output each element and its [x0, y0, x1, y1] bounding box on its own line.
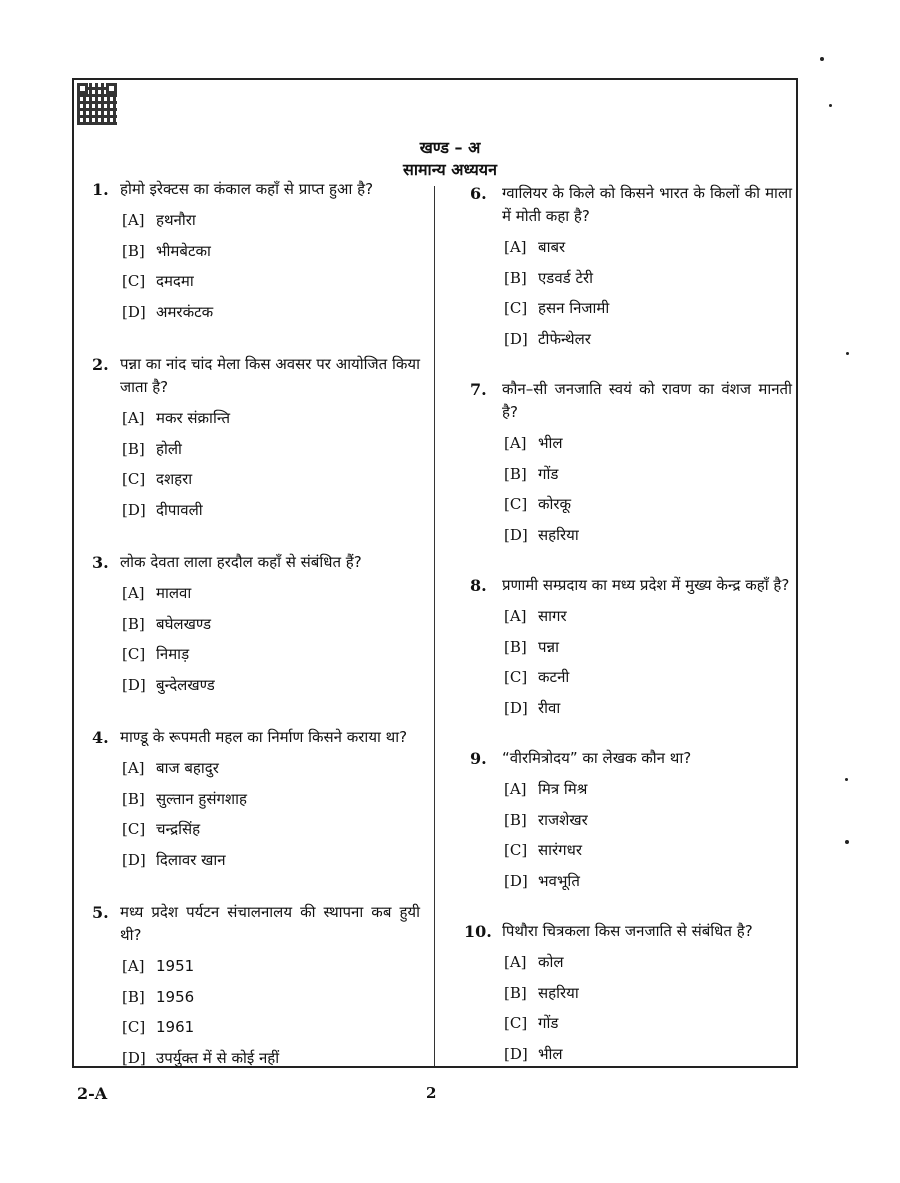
option-b: [122, 240, 420, 271]
option-label: [C]: [504, 495, 528, 513]
option-a: [504, 951, 792, 982]
option-text: कटनी: [538, 668, 570, 686]
option-b: [504, 809, 792, 840]
option-label: [B]: [122, 789, 145, 808]
question-10: [464, 920, 792, 1073]
option-text: भवभूति: [538, 871, 580, 890]
option-b: [122, 613, 420, 644]
option-text: होली: [156, 439, 182, 458]
option-d: [122, 1047, 420, 1078]
option-d: [122, 674, 420, 705]
option-d: [122, 499, 420, 530]
option-a: [122, 209, 420, 240]
option-label: [B]: [122, 439, 145, 458]
option-label: [D]: [122, 850, 146, 869]
option-text: मित्र मिश्र: [538, 780, 588, 798]
option-text: बुन्देलखण्ड: [156, 675, 215, 694]
option-label: [A]: [504, 434, 527, 452]
option-b: [122, 438, 420, 469]
option-label: [B]: [122, 241, 145, 260]
question-3: [92, 551, 420, 704]
option-text: सहरिया: [538, 983, 579, 1002]
column-divider: [434, 186, 435, 1066]
page-number: 2: [426, 1084, 437, 1102]
option-label: [A]: [122, 409, 145, 427]
section-subtitle: सामान्य अध्ययन: [403, 160, 497, 179]
option-text: 1956: [156, 987, 195, 1006]
option-list: [120, 955, 420, 1077]
option-text: बाज बहादुर: [156, 759, 219, 777]
option-label: [B]: [504, 983, 527, 1002]
option-text: सहरिया: [538, 525, 579, 544]
option-label: [C]: [122, 645, 146, 663]
option-a: [504, 605, 792, 636]
option-list: [502, 605, 792, 727]
option-d: [122, 301, 420, 332]
question-text: पन्ना का नांद चांद मेला किस अवसर पर आयोजित किया जाता है?: [120, 355, 420, 396]
option-label: [D]: [122, 500, 146, 519]
option-label: [B]: [504, 637, 527, 656]
option-text: टीफेन्थेलर: [538, 329, 591, 348]
option-list: [502, 778, 792, 900]
option-label: [D]: [122, 675, 146, 694]
question-7: [470, 378, 792, 554]
question-text: माण्डू के रूपमती महल का निर्माण किसने कराया था?: [120, 728, 408, 746]
question-text: पिथौरा चित्रकला किस जनजाति से संबंधित है?: [502, 922, 753, 940]
option-text: भील: [538, 1044, 563, 1063]
question-number: 7.: [470, 380, 487, 399]
option-text: पन्ना: [538, 637, 559, 656]
option-d: [504, 870, 792, 901]
scan-speck: [846, 352, 849, 355]
option-label: [A]: [504, 238, 527, 256]
option-label: [C]: [122, 820, 146, 838]
option-a: [504, 432, 792, 463]
option-label: [D]: [504, 698, 528, 717]
option-label: [D]: [122, 302, 146, 321]
question-text: होमो इरेक्टस का कंकाल कहाँ से प्राप्त हुआ है?: [120, 180, 374, 198]
question-2: [92, 353, 420, 529]
option-label: [C]: [504, 668, 528, 686]
question-number: 1.: [92, 180, 109, 199]
scan-speck: [820, 57, 824, 61]
question-number: 2.: [92, 355, 109, 374]
option-text: बाबर: [538, 238, 566, 256]
option-text: भीमबेटका: [156, 241, 211, 260]
option-text: अमरकंटक: [156, 302, 214, 321]
option-b: [504, 463, 792, 494]
option-label: [C]: [122, 1018, 146, 1036]
option-text: बघेलखण्ड: [156, 614, 212, 633]
scan-speck: [845, 840, 849, 844]
question-6: [470, 182, 792, 358]
option-text: दमदमा: [156, 272, 194, 290]
question-text: “वीरमित्रोदय” का लेखक कौन था?: [502, 749, 692, 767]
option-text: दीपावली: [156, 500, 203, 519]
option-d: [504, 697, 792, 728]
question-4: [92, 726, 420, 879]
question-number: 10.: [464, 922, 492, 941]
option-label: [A]: [122, 584, 145, 602]
right-column: [464, 178, 792, 1073]
option-text: गोंड: [538, 1014, 559, 1032]
option-label: [A]: [504, 780, 527, 798]
option-text: 1951: [156, 957, 195, 975]
option-list: [502, 236, 792, 358]
option-text: एडवर्ड टेरी: [538, 268, 594, 287]
scan-speck: [829, 104, 832, 107]
option-label: [B]: [122, 614, 145, 633]
option-b: [122, 986, 420, 1017]
option-text: सागर: [538, 607, 567, 625]
option-list: [502, 432, 792, 554]
option-label: [A]: [122, 957, 145, 975]
booklet-code: 2-A: [77, 1084, 108, 1103]
option-text: गोंड: [538, 464, 559, 483]
option-text: उपर्युक्त में से कोई नहीं: [156, 1048, 280, 1067]
option-text: निमाड़: [156, 645, 190, 663]
question-text: लोक देवता लाला हरदौल कहाँ से संबंधित हैं?: [120, 553, 362, 571]
option-text: हथनौरा: [156, 211, 196, 229]
option-list: [120, 757, 420, 879]
option-a: [122, 955, 420, 986]
option-d: [122, 849, 420, 880]
option-b: [122, 788, 420, 819]
option-text: कोल: [538, 953, 564, 971]
option-text: सुल्तान हुसंगशाह: [156, 789, 247, 808]
option-d: [504, 1043, 792, 1074]
option-c: [504, 666, 792, 697]
option-list: [502, 951, 792, 1073]
option-label: [D]: [504, 525, 528, 544]
option-label: [C]: [504, 841, 528, 859]
option-label: [D]: [504, 329, 528, 348]
option-label: [B]: [504, 268, 527, 287]
option-a: [122, 407, 420, 438]
option-text: सारंगधर: [538, 841, 582, 859]
question-8: [470, 574, 792, 727]
scan-speck: [845, 778, 848, 781]
option-label: [A]: [504, 607, 527, 625]
option-c: [122, 270, 420, 301]
option-c: [122, 643, 420, 674]
option-c: [504, 1012, 792, 1043]
question-number: 4.: [92, 728, 109, 747]
option-label: [D]: [504, 871, 528, 890]
option-text: कोरकू: [538, 495, 572, 513]
option-text: मालवा: [156, 584, 192, 602]
option-c: [504, 839, 792, 870]
option-a: [504, 778, 792, 809]
option-d: [504, 524, 792, 555]
question-number: 5.: [92, 903, 109, 922]
question-1: [92, 178, 420, 331]
option-text: चन्द्रसिंह: [156, 820, 201, 838]
question-number: 8.: [470, 576, 487, 595]
option-c: [122, 468, 420, 499]
option-label: [B]: [122, 987, 145, 1006]
question-5: [92, 901, 420, 1077]
option-label: [A]: [122, 759, 145, 777]
question-number: 9.: [470, 749, 487, 768]
option-c: [122, 818, 420, 849]
option-label: [A]: [122, 211, 145, 229]
option-d: [504, 328, 792, 359]
option-list: [120, 209, 420, 331]
option-text: राजशेखर: [538, 810, 588, 829]
option-b: [504, 267, 792, 298]
option-text: रीवा: [538, 698, 561, 717]
question-text: मध्य प्रदेश पर्यटन संचालनालय की स्थापना कब हुयी थी?: [120, 903, 420, 944]
option-label: [B]: [504, 810, 527, 829]
option-list: [120, 582, 420, 704]
question-9: [470, 747, 792, 900]
option-c: [122, 1016, 420, 1047]
option-label: [B]: [504, 464, 527, 483]
option-text: भील: [538, 434, 563, 452]
option-c: [504, 297, 792, 328]
option-b: [504, 982, 792, 1013]
option-label: [C]: [122, 470, 146, 488]
option-list: [120, 407, 420, 529]
option-c: [504, 493, 792, 524]
option-text: 1961: [156, 1018, 195, 1036]
question-text: ग्वालियर के किले को किसने भारत के किलों की माला में मोती कहा है?: [502, 184, 792, 225]
option-text: मकर संक्रान्ति: [156, 409, 230, 427]
option-text: दशहरा: [156, 470, 193, 488]
question-number: 3.: [92, 553, 109, 572]
option-label: [C]: [122, 272, 146, 290]
option-a: [122, 757, 420, 788]
question-text: प्रणामी सम्प्रदाय का मध्य प्रदेश में मुख्य केन्द्र कहाँ है?: [502, 576, 790, 594]
left-column: [92, 178, 420, 1077]
option-text: दिलावर खान: [156, 850, 226, 869]
option-label: [D]: [122, 1048, 146, 1067]
question-number: 6.: [470, 184, 487, 203]
option-label: [C]: [504, 299, 528, 317]
option-text: हसन निजामी: [538, 299, 610, 317]
section-title: खण्ड – अ: [419, 138, 481, 157]
option-b: [504, 636, 792, 667]
option-a: [504, 236, 792, 267]
option-label: [C]: [504, 1014, 528, 1032]
option-label: [D]: [504, 1044, 528, 1063]
qr-code-icon: [77, 83, 117, 125]
option-a: [122, 582, 420, 613]
option-label: [A]: [504, 953, 527, 971]
question-text: कौन–सी जनजाति स्वयं को रावण का वंशज मानती है?: [502, 380, 792, 421]
